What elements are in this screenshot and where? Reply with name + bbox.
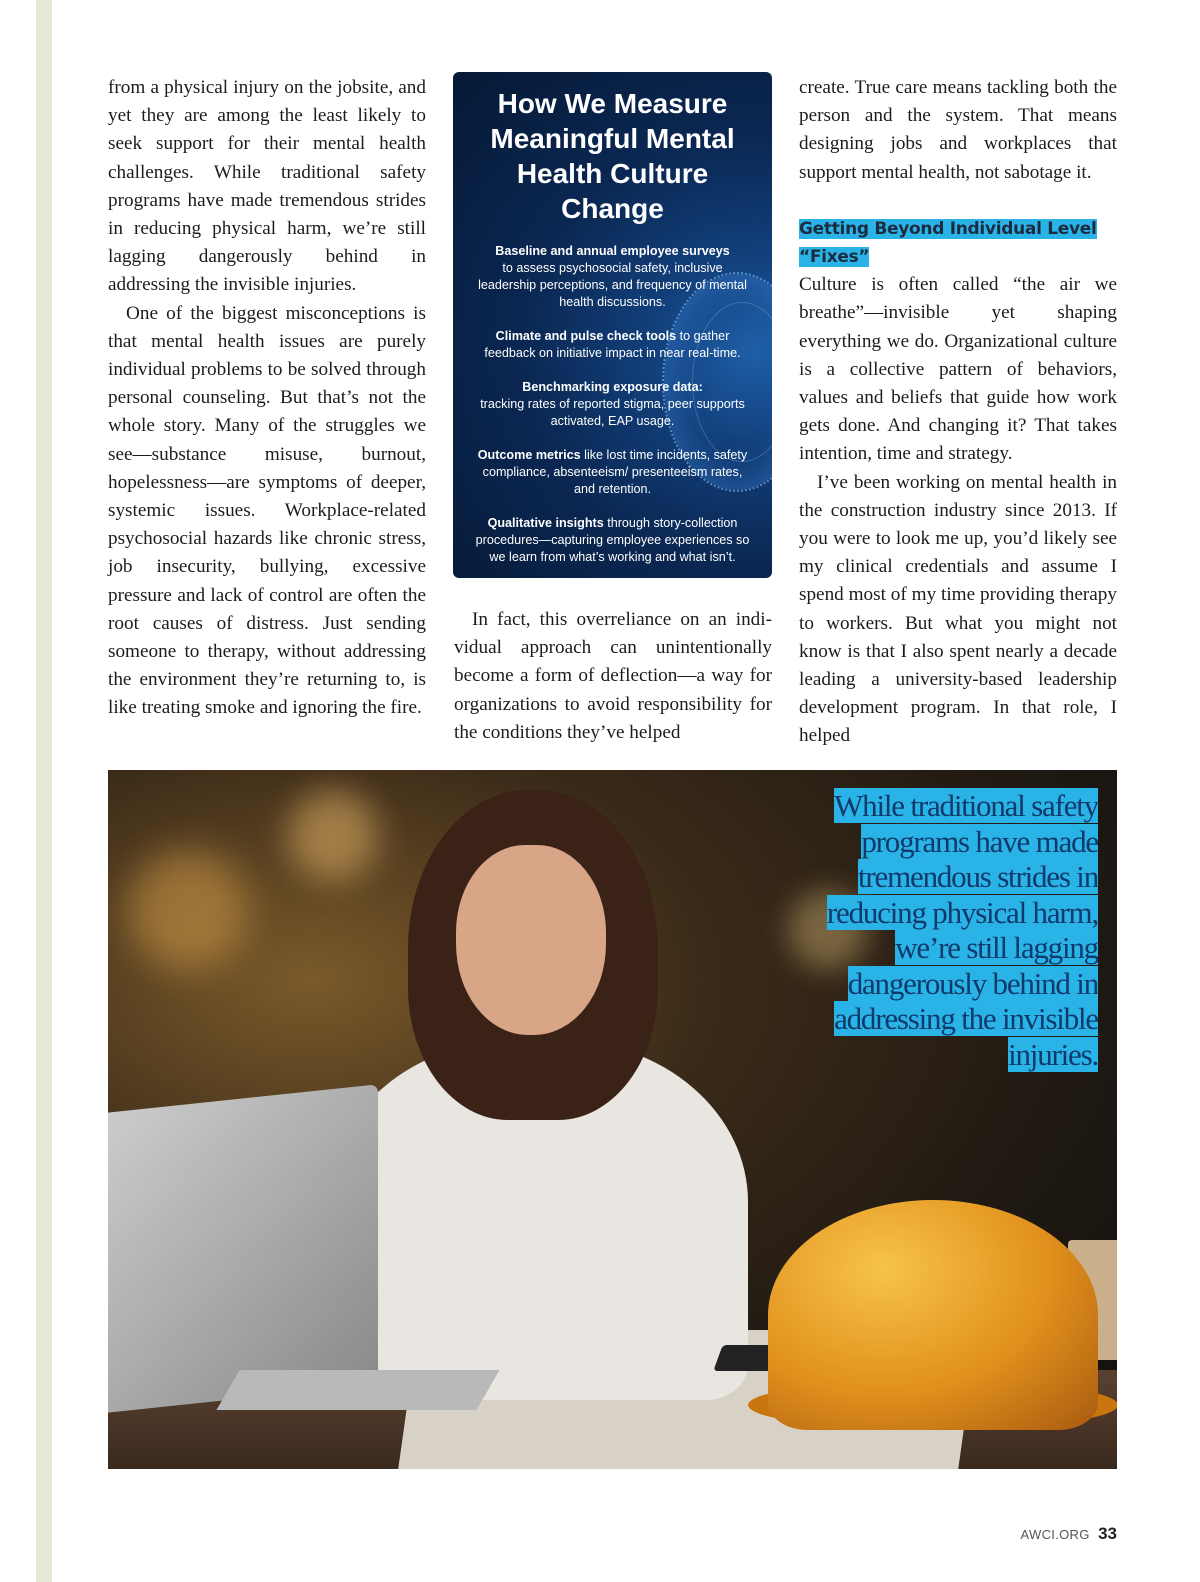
- sidebar-item: [453, 328, 772, 362]
- article-column-2: [454, 606, 772, 747]
- pull-quote-text: While traditional safety programs have made tremendous strides in reducing physical harm, we’re still lagging dangerously behind in addressing the invisible injuries.: [826, 788, 1098, 1072]
- page-edge-strip: [36, 0, 52, 1582]
- sidebar-item-text: tracking rates of reported stigma, peer supports activated, EAP usage.: [480, 397, 745, 428]
- paragraph: create. True care means tackling both the person and the system. That means designing jobs and workplaces that support mental health, not sabotage it.: [799, 77, 1117, 183]
- sidebar-item-text: like lost time incidents, safety compliance, absenteeism/ presenteeism rates, and retention.: [482, 448, 748, 496]
- hard-hat-icon: [768, 1200, 1098, 1430]
- person-face: [456, 845, 606, 1035]
- sidebar-item-text: to gather feedback on initiative impact in near real-time.: [484, 329, 741, 360]
- page-footer: [1021, 1524, 1117, 1544]
- sidebar-item: [453, 447, 772, 498]
- sidebar-item-text: through story-collection procedures—capturing employee experiences so we learn from what’s working and what isn’t.: [475, 516, 750, 564]
- footer-site: AWCI.ORG: [1020, 1527, 1090, 1542]
- article-column-1: [108, 74, 426, 723]
- sidebar-item-lead: Baseline and annual employee surveys: [495, 244, 730, 258]
- sidebar-item-lead: Outcome metrics: [477, 448, 581, 462]
- page-number: 33: [1098, 1524, 1117, 1543]
- paragraph: One of the biggest misconceptions is that mental health issues are purely individual problems to be solved through personal counseling. But that’s not the whole story. Many of the struggles we see—substance misuse, burnout, hopelessness—are symptoms of deeper, systemic issues. Workplace-related psychosocial hazards like chronic stress, job insecurity, bullying, excessive pressure and lack of control are often the root causes of distress. Just sending someone to therapy, without addressing the environment they’re returning to, is like treating smoke and ignoring the fire.: [108, 302, 426, 719]
- sidebar-item-lead: Climate and pulse check tools: [495, 329, 677, 343]
- sidebar-title: How We Measure Meaningful Mental Health Culture Change: [490, 88, 735, 224]
- pull-quote: [798, 788, 1098, 1072]
- sidebar-item: [453, 379, 772, 430]
- sidebar-item: [453, 243, 772, 311]
- paragraph: from a physical injury on the jobsite, and yet they are among the least likely to seek support for their mental health challenges. While traditional safety programs have made tremendous strides in reducing physical harm, we’re still lagging dangerously behind in addressing the invisible injuries.: [108, 77, 426, 296]
- article-photo: [108, 770, 1117, 1469]
- laptop-icon: [108, 1084, 378, 1416]
- sidebar-item: [453, 515, 772, 566]
- bokeh-light: [288, 790, 378, 880]
- sidebar-item-text: to assess psychosocial safety, inclusive leadership perceptions, and frequency of mental health discussions.: [478, 261, 747, 309]
- sidebar-item-lead: Qualitative insights: [487, 516, 604, 530]
- section-subhead: Getting Beyond Individual Level “Fixes”: [799, 218, 1097, 268]
- paragraph: Culture is often called “the air we breathe”—invisible yet shaping everything we do. Organizational culture is a collective pattern of behaviors, values and beliefs that guide how work gets done. And changing it? That takes intention, time and strategy.: [799, 274, 1117, 465]
- paragraph: I’ve been working on mental health in the construction industry since 2013. If you were to look me up, you’d likely see my clinical credentials and assume I spend most of my time providing therapy to workers. But what you might not know is that I also spent nearly a decade leading a university-based leadership development program. In that role, I helped: [799, 471, 1117, 747]
- measurement-sidebar-box: [453, 72, 772, 578]
- sidebar-item-lead: Benchmarking exposure data:: [522, 380, 703, 394]
- paragraph: In fact, this overreliance on an individual approach can unintentionally become a form of deflection—a way for organizations to avoid responsibility for the conditions they’ve helped: [454, 609, 772, 743]
- bokeh-light: [128, 850, 248, 970]
- laptop-base: [216, 1370, 499, 1410]
- article-column-3: [799, 74, 1117, 751]
